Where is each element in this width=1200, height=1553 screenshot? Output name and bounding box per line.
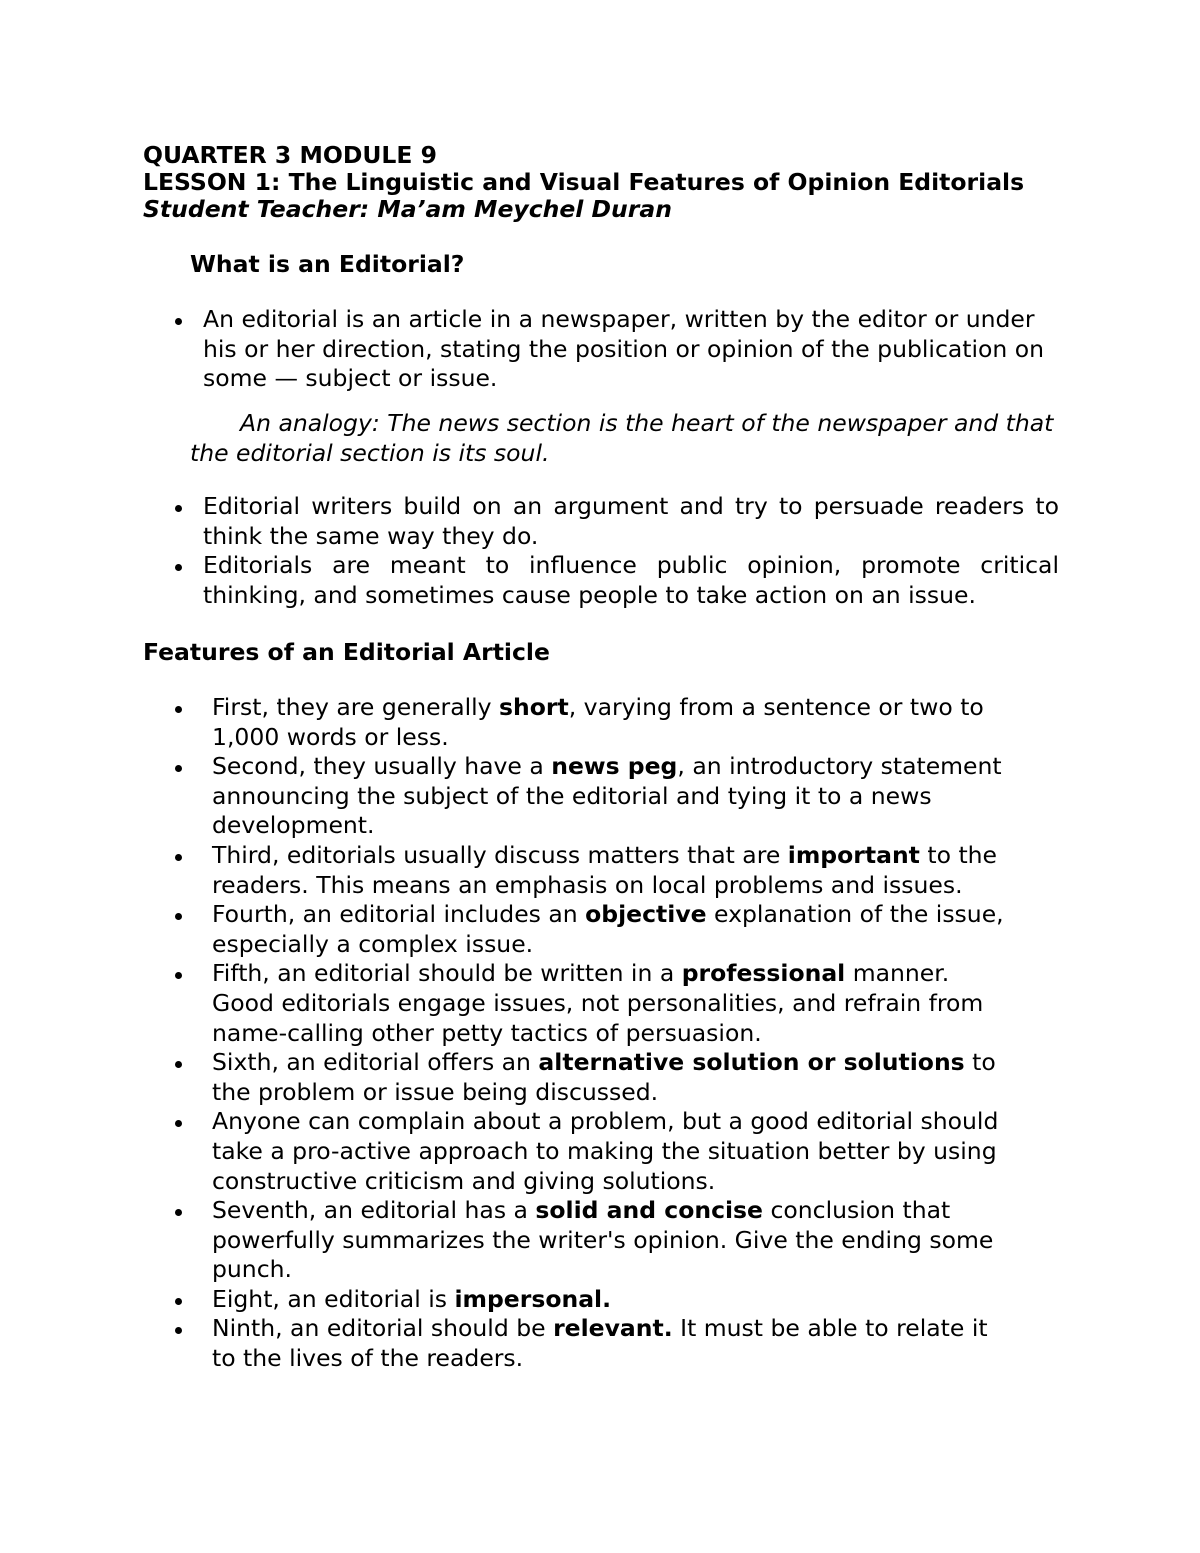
feature-keyword: alternative solution or solutions: [538, 1048, 965, 1077]
feature-item: [212, 959, 1012, 1048]
bullet-icon: [175, 318, 182, 325]
feature-text: Eight, an editorial is: [212, 1284, 455, 1313]
feature-item: [212, 752, 1012, 841]
features-heading: Features of an Editorial Article: [143, 638, 550, 666]
feature-text: Anyone can complain about a problem, but a good editorial should take a pro-active approach to making the situation better by using constructive criticism and giving solutions.: [212, 1107, 999, 1195]
feature-keyword: objective: [585, 900, 707, 929]
feature-keyword: short: [499, 693, 569, 721]
lesson-title: LESSON 1: The Linguistic and Visual Features of Opinion Editorials: [143, 168, 1025, 196]
feature-text: to the readers. This means an emphasis on local problems and issues.: [212, 840, 998, 899]
feature-item: [212, 900, 1012, 959]
list-item: [203, 305, 1063, 394]
feature-item: [212, 1314, 1012, 1373]
definition-list: [203, 305, 1063, 394]
feature-keyword: relevant.: [553, 1314, 673, 1343]
bullet-icon: [175, 1061, 182, 1068]
list-item-text: Editorials are meant to influence public opinion, promote critical thinking, and sometimes cause people to take action on an issue.: [203, 551, 1059, 609]
feature-text: Sixth, an editorial offers an: [212, 1048, 539, 1077]
purpose-list: [203, 492, 1059, 610]
feature-item: [212, 1285, 1012, 1315]
feature-text: manner. Good editorials engage issues, not personalities, and refrain from name-calling other petty tactics of persuasion.: [212, 959, 984, 1047]
feature-text: , an introductory statement announcing the subject of the editorial and tying it to a news development.: [212, 752, 1002, 840]
module-title: QUARTER 3 MODULE 9: [143, 141, 437, 169]
features-list: [212, 693, 1012, 1374]
feature-text: , varying from a sentence or two to 1,000 words or less.: [212, 693, 984, 751]
feature-item: [212, 1196, 1012, 1285]
feature-text: Fifth, an editorial should be written in a: [212, 959, 682, 988]
what-is-editorial-heading: What is an Editorial?: [190, 250, 465, 278]
feature-text: to the problem or issue being discussed.: [212, 1048, 996, 1106]
bullet-icon: [175, 706, 182, 713]
feature-keyword: impersonal.: [454, 1284, 612, 1313]
bullet-icon: [175, 505, 182, 512]
feature-text: conclusion that powerfully summarizes the writer's opinion. Give the ending some punch.: [212, 1196, 994, 1284]
bullet-icon: [175, 1327, 182, 1334]
bullet-icon: [175, 1120, 182, 1127]
feature-text: Fourth, an editorial includes an: [212, 900, 586, 929]
feature-item: [212, 1048, 1012, 1107]
list-item-text: Editorial writers build on an argument and try to persuade readers to think the same way they do.: [203, 492, 1059, 550]
feature-text: Ninth, an editorial should be: [212, 1314, 554, 1343]
bullet-icon: [175, 1209, 182, 1216]
feature-keyword: solid and concise: [535, 1196, 763, 1225]
bullet-icon: [175, 854, 182, 861]
feature-text: explanation of the issue, especially a complex issue.: [212, 900, 1004, 958]
bullet-icon: [175, 1298, 182, 1305]
analogy-paragraph: An analogy: The news section is the heart of the newspaper and that the editorial section is its soul.: [190, 409, 1054, 467]
feature-item: [212, 1107, 1012, 1196]
feature-keyword: important: [787, 840, 920, 869]
feature-keyword: professional: [681, 959, 846, 988]
bullet-icon: [175, 972, 182, 979]
bullet-icon: [175, 765, 182, 772]
feature-item: [212, 841, 1012, 900]
feature-text: Seventh, an editorial has a: [212, 1196, 536, 1225]
feature-text: It must be able to relate it to the lives of the readers.: [212, 1314, 988, 1373]
student-teacher-line: Student Teacher: Ma’am Meychel Duran: [143, 195, 672, 223]
bullet-icon: [175, 564, 182, 571]
list-item-text: An editorial is an article in a newspaper, written by the editor or under his or her direction, stating the position or opinion of the publication on some — subject or issue.: [203, 305, 1045, 393]
feature-text: First, they are generally: [212, 693, 500, 721]
feature-item: [212, 693, 1012, 752]
bullet-icon: [175, 913, 182, 920]
list-item: [203, 551, 1059, 610]
feature-text: Third, editorials usually discuss matters that are: [212, 840, 788, 869]
list-item: [203, 492, 1059, 551]
feature-keyword: news peg: [551, 752, 678, 781]
feature-text: Second, they usually have a: [212, 752, 552, 781]
